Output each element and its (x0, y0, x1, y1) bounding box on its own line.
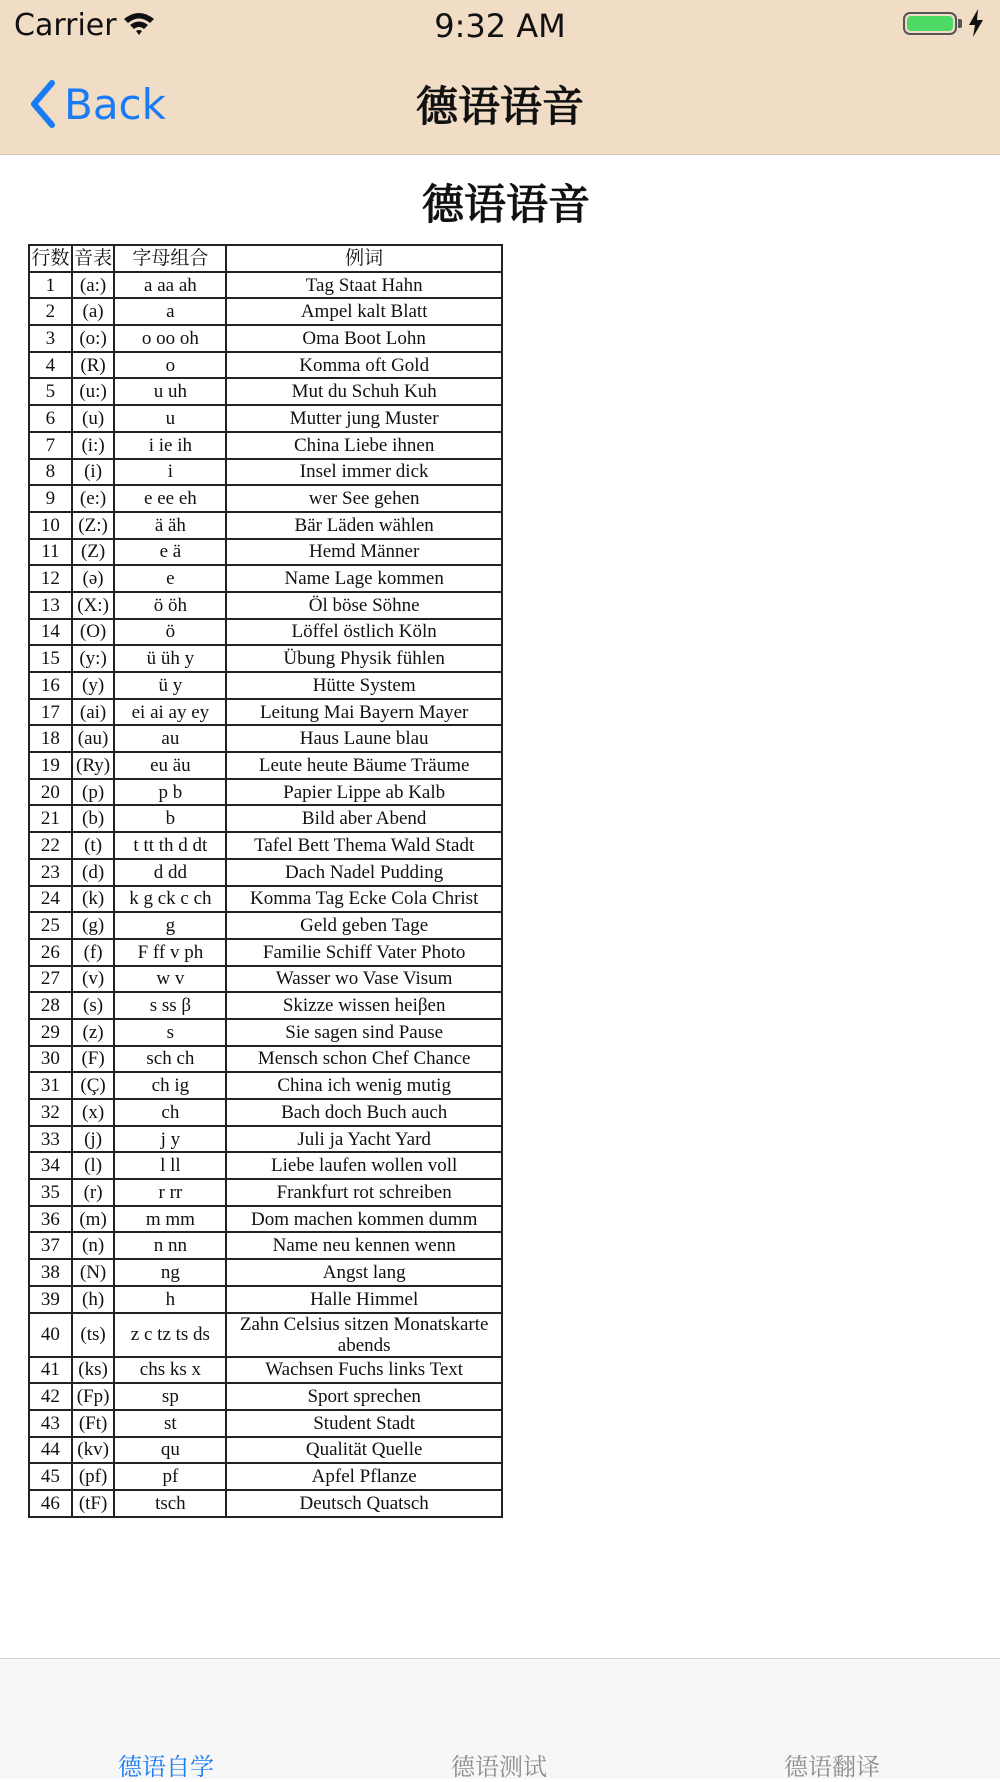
letters-cell: qu (114, 1437, 226, 1464)
header-examples: 例词 (226, 245, 502, 272)
table-row (29, 1019, 502, 1046)
phonetic-cell: (t) (72, 832, 115, 859)
row-number-cell: 23 (29, 859, 72, 886)
phonetic-cell: (x) (72, 1099, 115, 1126)
examples-cell: Komma Tag Ecke Cola Christ (226, 886, 502, 913)
examples-cell: Familie Schiff Vater Photo (226, 939, 502, 966)
table-row (29, 1463, 502, 1490)
examples-cell: Hemd Männer (226, 539, 502, 566)
letters-cell: o (114, 352, 226, 379)
phonetic-cell: (p) (72, 779, 115, 806)
row-number-cell: 25 (29, 912, 72, 939)
status-bar (0, 0, 1000, 50)
phonetic-cell: (n) (72, 1232, 115, 1259)
tab-bar (0, 1658, 1000, 1779)
table-row (29, 1383, 502, 1410)
examples-cell: Bild aber Abend (226, 805, 502, 832)
phonetic-cell: (ə) (72, 565, 115, 592)
table-row (29, 1126, 502, 1153)
row-number-cell: 20 (29, 779, 72, 806)
row-number-cell: 45 (29, 1463, 72, 1490)
letters-cell: u (114, 405, 226, 432)
row-number-cell: 10 (29, 512, 72, 539)
examples-cell: Dach Nadel Pudding (226, 859, 502, 886)
row-number-cell: 22 (29, 832, 72, 859)
letters-cell: ch ig (114, 1072, 226, 1099)
phonetic-cell: (m) (72, 1206, 115, 1233)
examples-cell: Tag Staat Hahn (226, 272, 502, 299)
table-row (29, 752, 502, 779)
letters-cell: l ll (114, 1152, 226, 1179)
row-number-cell: 32 (29, 1099, 72, 1126)
letters-cell: t tt th d dt (114, 832, 226, 859)
row-number-cell: 7 (29, 432, 72, 459)
phonetic-cell: (ts) (72, 1313, 115, 1357)
examples-cell: Mutter jung Muster (226, 405, 502, 432)
letters-cell: sch ch (114, 1046, 226, 1073)
row-number-cell: 33 (29, 1126, 72, 1153)
examples-cell: Sport sprechen (226, 1383, 502, 1410)
examples-cell: Mensch schon Chef Chance (226, 1046, 502, 1073)
letters-cell: eu äu (114, 752, 226, 779)
row-number-cell: 27 (29, 966, 72, 993)
examples-cell: China ich wenig mutig (226, 1072, 502, 1099)
letters-cell: chs ks x (114, 1357, 226, 1384)
examples-cell: Zahn Celsius sitzen Monatskarte abends (226, 1313, 502, 1357)
phonetic-cell: (R) (72, 352, 115, 379)
table-row (29, 1437, 502, 1464)
examples-cell: Bär Läden wählen (226, 512, 502, 539)
table-row (29, 859, 502, 886)
examples-cell: Qualität Quelle (226, 1437, 502, 1464)
letters-cell: st (114, 1410, 226, 1437)
row-number-cell: 29 (29, 1019, 72, 1046)
phonetic-cell: (k) (72, 886, 115, 913)
letters-cell: ch (114, 1099, 226, 1126)
table-row (29, 298, 502, 325)
examples-cell: Wasser wo Vase Visum (226, 966, 502, 993)
examples-cell: Komma oft Gold (226, 352, 502, 379)
phonetic-cell: (j) (72, 1126, 115, 1153)
row-number-cell: 38 (29, 1259, 72, 1286)
table-row (29, 272, 502, 299)
tab-translate[interactable]: 德语翻译 (784, 1753, 880, 1781)
letters-cell: ü y (114, 672, 226, 699)
table-row (29, 352, 502, 379)
row-number-cell: 6 (29, 405, 72, 432)
table-row (29, 1099, 502, 1126)
letters-cell: i ie ih (114, 432, 226, 459)
row-number-cell: 9 (29, 485, 72, 512)
examples-cell: Hütte System (226, 672, 502, 699)
row-number-cell: 15 (29, 645, 72, 672)
table-row (29, 1357, 502, 1384)
table-row (29, 539, 502, 566)
table-row (29, 565, 502, 592)
letters-cell: n nn (114, 1232, 226, 1259)
examples-cell: Dom machen kommen dumm (226, 1206, 502, 1233)
letters-cell: s ss β (114, 992, 226, 1019)
row-number-cell: 44 (29, 1437, 72, 1464)
phonetic-cell: (v) (72, 966, 115, 993)
phonetic-cell: (y:) (72, 645, 115, 672)
examples-cell: China Liebe ihnen (226, 432, 502, 459)
table-row (29, 912, 502, 939)
phonetic-cell: (X:) (72, 592, 115, 619)
letters-cell: e (114, 565, 226, 592)
row-number-cell: 41 (29, 1357, 72, 1384)
table-row (29, 1179, 502, 1206)
phonetic-cell: (s) (72, 992, 115, 1019)
letters-cell: d dd (114, 859, 226, 886)
table-row (29, 432, 502, 459)
header-phonetic: 音表 (72, 245, 115, 272)
phonetic-cell: (b) (72, 805, 115, 832)
table-row (29, 485, 502, 512)
phonetic-cell: (Ry) (72, 752, 115, 779)
tab-self-study[interactable]: 德语自学 (118, 1753, 214, 1781)
examples-cell: Ampel kalt Blatt (226, 298, 502, 325)
row-number-cell: 5 (29, 378, 72, 405)
table-row (29, 779, 502, 806)
examples-cell: Wachsen Fuchs links Text (226, 1357, 502, 1384)
row-number-cell: 21 (29, 805, 72, 832)
header-row-number: 行数 (29, 245, 72, 272)
letters-cell: e ä (114, 539, 226, 566)
table-row (29, 992, 502, 1019)
examples-cell: Tafel Bett Thema Wald Stadt (226, 832, 502, 859)
battery-icon (903, 12, 957, 35)
table-row (29, 1152, 502, 1179)
battery-tip (958, 19, 962, 28)
table-row (29, 939, 502, 966)
examples-cell: Apfel Pflanze (226, 1463, 502, 1490)
row-number-cell: 35 (29, 1179, 72, 1206)
table-row (29, 1313, 502, 1357)
phonetic-cell: (Fp) (72, 1383, 115, 1410)
examples-cell: Papier Lippe ab Kalb (226, 779, 502, 806)
examples-cell: wer See gehen (226, 485, 502, 512)
examples-cell: Öl böse Söhne (226, 592, 502, 619)
row-number-cell: 26 (29, 939, 72, 966)
letters-cell: g (114, 912, 226, 939)
letters-cell: r rr (114, 1179, 226, 1206)
examples-cell: Haus Laune blau (226, 725, 502, 752)
letters-cell: pf (114, 1463, 226, 1490)
table-row (29, 1490, 502, 1517)
nav-title: 德语语音 (415, 82, 584, 131)
phonetic-cell: (ai) (72, 699, 115, 726)
table-row (29, 1046, 502, 1073)
table-row (29, 832, 502, 859)
table-row (29, 672, 502, 699)
table-row (29, 805, 502, 832)
row-number-cell: 16 (29, 672, 72, 699)
phonetic-cell: (h) (72, 1286, 115, 1313)
letters-cell: F ff v ph (114, 939, 226, 966)
letters-cell: h (114, 1286, 226, 1313)
table-row (29, 886, 502, 913)
phonetic-cell: (o:) (72, 325, 115, 352)
examples-cell: Frankfurt rot schreiben (226, 1179, 502, 1206)
row-number-cell: 34 (29, 1152, 72, 1179)
row-number-cell: 1 (29, 272, 72, 299)
table-row (29, 459, 502, 486)
row-number-cell: 39 (29, 1286, 72, 1313)
letters-cell: au (114, 725, 226, 752)
examples-cell: Name Lage kommen (226, 565, 502, 592)
row-number-cell: 28 (29, 992, 72, 1019)
examples-cell: Skizze wissen heiβen (226, 992, 502, 1019)
letters-cell: k g ck c ch (114, 886, 226, 913)
table-row (29, 325, 502, 352)
row-number-cell: 18 (29, 725, 72, 752)
phonetic-cell: (Z:) (72, 512, 115, 539)
examples-cell: Leute heute Bäume Träume (226, 752, 502, 779)
examples-cell: Geld geben Tage (226, 912, 502, 939)
phonetic-cell: (z) (72, 1019, 115, 1046)
phonetic-cell: (u) (72, 405, 115, 432)
phonetic-cell: (pf) (72, 1463, 115, 1490)
examples-cell: Mut du Schuh Kuh (226, 378, 502, 405)
examples-cell: Deutsch Quatsch (226, 1490, 502, 1517)
row-number-cell: 8 (29, 459, 72, 486)
examples-cell: Liebe laufen wollen voll (226, 1152, 502, 1179)
examples-cell: Halle Himmel (226, 1286, 502, 1313)
letters-cell: i (114, 459, 226, 486)
table-row (29, 619, 502, 646)
row-number-cell: 17 (29, 699, 72, 726)
phonetic-cell: (O) (72, 619, 115, 646)
row-number-cell: 42 (29, 1383, 72, 1410)
letters-cell: ä äh (114, 512, 226, 539)
header-letters: 字母组合 (114, 245, 226, 272)
row-number-cell: 24 (29, 886, 72, 913)
phonetic-cell: (r) (72, 1179, 115, 1206)
phonetic-cell: (a:) (72, 272, 115, 299)
row-number-cell: 46 (29, 1490, 72, 1517)
examples-cell: Löffel östlich Köln (226, 619, 502, 646)
row-number-cell: 30 (29, 1046, 72, 1073)
phonetic-cell: (kv) (72, 1437, 115, 1464)
letters-cell: j y (114, 1126, 226, 1153)
table-row (29, 378, 502, 405)
row-number-cell: 4 (29, 352, 72, 379)
phonetic-cell: (f) (72, 939, 115, 966)
phonetic-cell: (d) (72, 859, 115, 886)
phonetic-cell: (tF) (72, 1490, 115, 1517)
letters-cell: ei ai ay ey (114, 699, 226, 726)
table-row (29, 1072, 502, 1099)
phonetic-cell: (Ft) (72, 1410, 115, 1437)
letters-cell: ng (114, 1259, 226, 1286)
back-label: Back (64, 79, 166, 129)
examples-cell: Name neu kennen wenn (226, 1232, 502, 1259)
row-number-cell: 19 (29, 752, 72, 779)
letters-cell: p b (114, 779, 226, 806)
letters-cell: tsch (114, 1490, 226, 1517)
row-number-cell: 43 (29, 1410, 72, 1437)
table-header-row (29, 245, 502, 272)
examples-cell: Angst lang (226, 1259, 502, 1286)
phonetic-cell: (F) (72, 1046, 115, 1073)
table-row (29, 512, 502, 539)
examples-cell: Übung Physik fühlen (226, 645, 502, 672)
phonetics-table (28, 244, 503, 1518)
row-number-cell: 40 (29, 1313, 72, 1357)
table-row (29, 725, 502, 752)
table-row (29, 1232, 502, 1259)
letters-cell: m mm (114, 1206, 226, 1233)
table-row (29, 1206, 502, 1233)
row-number-cell: 13 (29, 592, 72, 619)
letters-cell: b (114, 805, 226, 832)
examples-cell: Insel immer dick (226, 459, 502, 486)
letters-cell: a (114, 298, 226, 325)
row-number-cell: 3 (29, 325, 72, 352)
status-time: 9:32 AM (434, 7, 566, 45)
navigation-bar (0, 60, 1000, 148)
letters-cell: w v (114, 966, 226, 993)
row-number-cell: 12 (29, 565, 72, 592)
letters-cell: a aa ah (114, 272, 226, 299)
row-number-cell: 14 (29, 619, 72, 646)
letters-cell: ü üh y (114, 645, 226, 672)
letters-cell: o oo oh (114, 325, 226, 352)
phonetic-cell: (i) (72, 459, 115, 486)
examples-cell: Student Stadt (226, 1410, 502, 1437)
letters-cell: z c tz ts ds (114, 1313, 226, 1357)
table-row (29, 1286, 502, 1313)
letters-cell: sp (114, 1383, 226, 1410)
table-row (29, 592, 502, 619)
table-body (29, 272, 502, 1517)
table-row (29, 405, 502, 432)
phonetic-cell: (Z) (72, 539, 115, 566)
letters-cell: u uh (114, 378, 226, 405)
row-number-cell: 2 (29, 298, 72, 325)
carrier-label: Carrier (14, 8, 117, 43)
phonetic-cell: (u:) (72, 378, 115, 405)
examples-cell: Sie sagen sind Pause (226, 1019, 502, 1046)
examples-cell: Leitung Mai Bayern Mayer (226, 699, 502, 726)
letters-cell: s (114, 1019, 226, 1046)
phonetic-cell: (N) (72, 1259, 115, 1286)
table-row (29, 1259, 502, 1286)
phonetic-cell: (e:) (72, 485, 115, 512)
table-row (29, 699, 502, 726)
phonetic-cell: (Ç) (72, 1072, 115, 1099)
tab-test[interactable]: 德语测试 (451, 1753, 547, 1781)
table-row (29, 1410, 502, 1437)
table-row (29, 645, 502, 672)
row-number-cell: 31 (29, 1072, 72, 1099)
phonetic-cell: (au) (72, 725, 115, 752)
table-row (29, 966, 502, 993)
bolt-icon (968, 9, 984, 41)
examples-cell: Bach doch Buch auch (226, 1099, 502, 1126)
row-number-cell: 36 (29, 1206, 72, 1233)
row-number-cell: 11 (29, 539, 72, 566)
phonetic-cell: (y) (72, 672, 115, 699)
phonetic-cell: (i:) (72, 432, 115, 459)
examples-cell: Oma Boot Lohn (226, 325, 502, 352)
top-bar (0, 0, 1000, 155)
phonetic-cell: (ks) (72, 1357, 115, 1384)
phonetic-cell: (g) (72, 912, 115, 939)
letters-cell: ö (114, 619, 226, 646)
page-title: 德语语音 (421, 180, 590, 229)
phonetic-cell: (a) (72, 298, 115, 325)
phonetic-cell: (l) (72, 1152, 115, 1179)
letters-cell: e ee eh (114, 485, 226, 512)
letters-cell: ö öh (114, 592, 226, 619)
examples-cell: Juli ja Yacht Yard (226, 1126, 502, 1153)
row-number-cell: 37 (29, 1232, 72, 1259)
